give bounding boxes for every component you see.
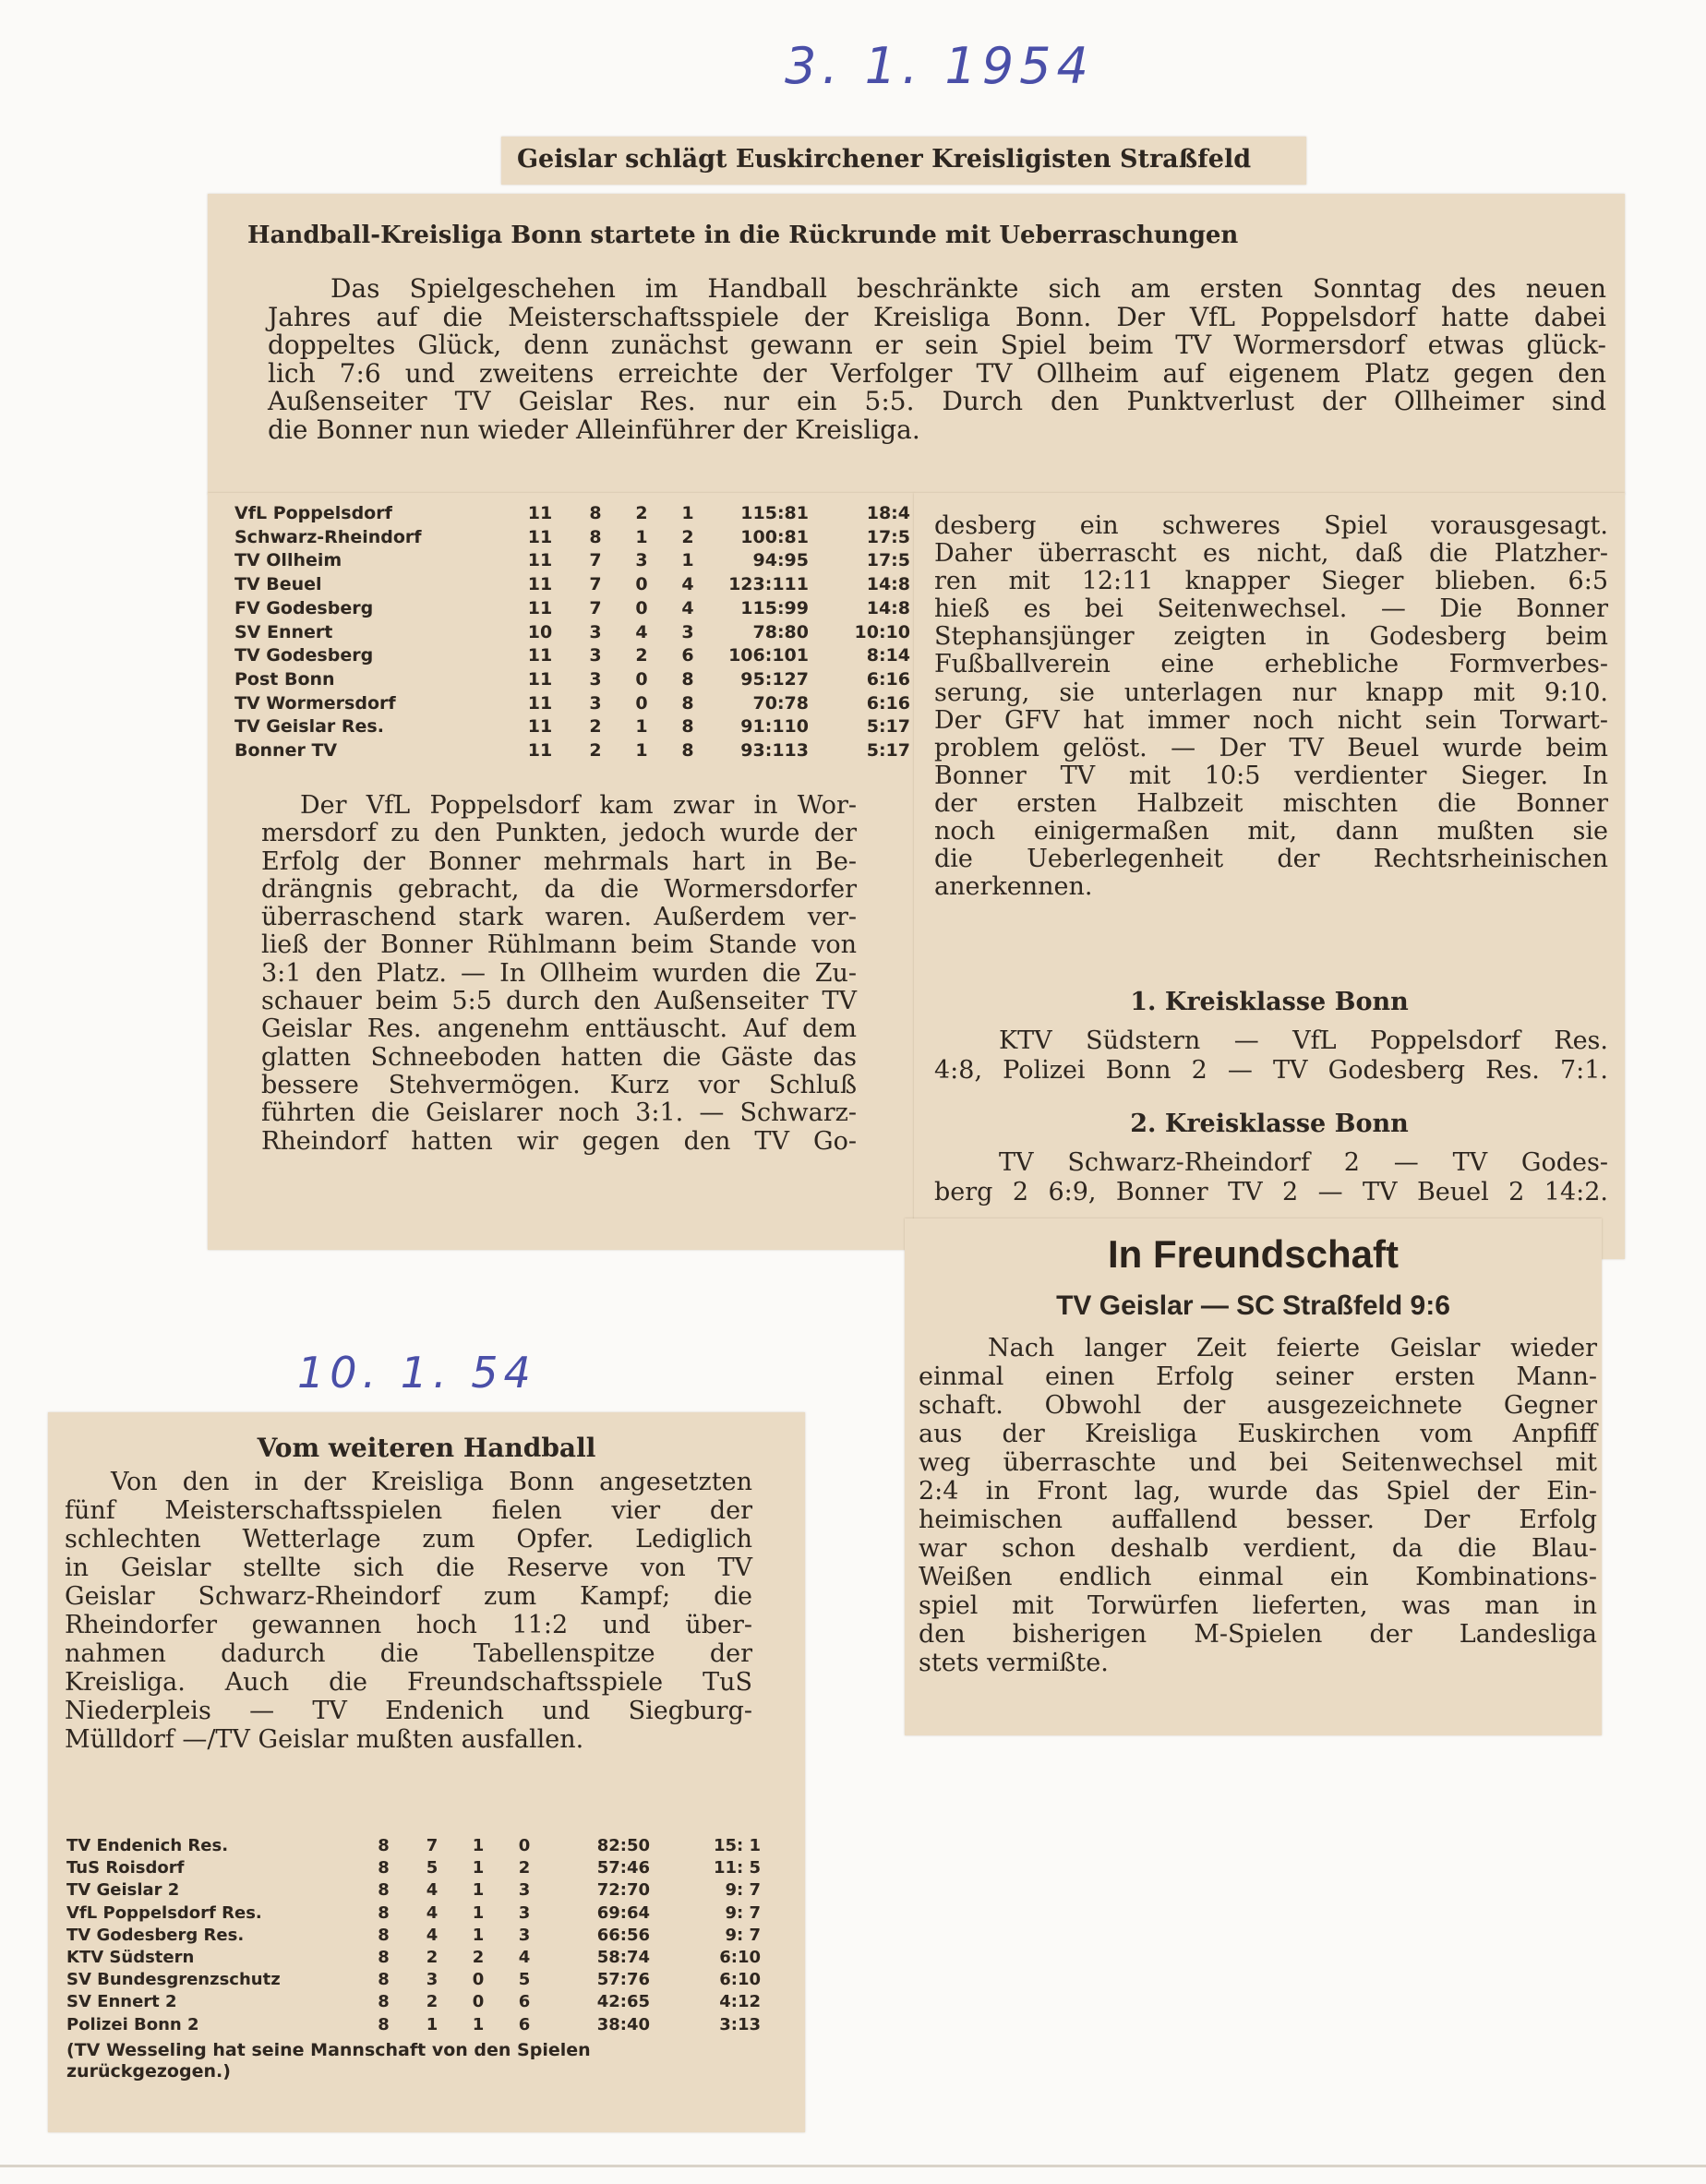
team-name-cell: Polizei Bonn 2 [66, 2014, 199, 2034]
text-line: schauer beim 5:5 durch den Außenseiter TV [261, 987, 857, 1016]
stat-cell: 3 [518, 1902, 531, 1923]
stat-cell: 93:113 [740, 740, 809, 762]
text-line: stets vermißte. [919, 1649, 1109, 1677]
text-line: bessere Stehvermögen. Kurz vor Schluß [261, 1070, 857, 1099]
stat-cell: 4 [518, 1948, 531, 1968]
stat-cell: 9: 7 [725, 1880, 761, 1901]
team-name-cell: TuS Roisdorf [66, 1858, 185, 1878]
stat-cell: 6 [681, 645, 694, 666]
text-line: Geislar Res. angenehm enttäuscht. Auf dem [261, 1014, 857, 1044]
stat-cell: 3 [518, 1925, 531, 1945]
text-line: Erfolg der Bonner mehrmals hart in Be- [261, 846, 857, 876]
text-line: die Ueberlegenheit der Rechtsrheinischen [934, 845, 1608, 874]
text-line: Der GFV hat immer noch nicht sein Torwart- [934, 705, 1608, 735]
stat-cell: 2 [518, 1858, 531, 1878]
kreisliga-standings-table [231, 502, 914, 763]
stat-cell: 0 [472, 1992, 485, 2012]
text-line: 3:1 den Platz. — In Ollheim wurden die Zu- [261, 958, 857, 988]
stat-cell: 106:101 [728, 645, 809, 666]
text-line: berg 2 6:9, Bonner TV 2 — TV Beuel 2 14:2. [934, 1178, 1608, 1206]
stat-cell: 8 [681, 716, 694, 738]
stat-cell: 0 [635, 692, 648, 714]
stat-cell: 17:5 [866, 550, 910, 571]
stat-cell: 9: 7 [725, 1902, 761, 1923]
text-line: Rheindorfer gewannen hoch 11:2 und über- [65, 1611, 752, 1639]
stat-cell: 3 [589, 692, 602, 714]
stat-cell: 6 [518, 1992, 531, 2012]
stat-cell: 2 [589, 716, 602, 738]
stat-cell: 8 [589, 503, 602, 523]
stat-cell: 115:81 [740, 503, 809, 523]
table-row [63, 1879, 764, 1902]
table-row [63, 1947, 764, 1969]
stat-cell: 10 [527, 621, 553, 642]
stat-cell: 69:64 [596, 1902, 650, 1923]
stat-cell: 8 [378, 2014, 390, 2034]
team-name-cell: TV Wormersdorf [234, 692, 396, 714]
text-line: Fußballverein eine erhebliche Formverbes- [934, 650, 1608, 679]
stat-cell: 2 [681, 526, 694, 547]
stat-cell: 1 [472, 1880, 485, 1901]
stat-cell: 0 [635, 574, 648, 595]
stat-cell: 11 [527, 740, 553, 762]
text-line: glatten Schneeboden hatten die Gäste das [261, 1042, 857, 1072]
table-row [231, 715, 914, 739]
stat-cell: 3:13 [719, 2014, 761, 2034]
team-name-cell: TV Endenich Res. [66, 1836, 229, 1855]
stat-cell: 7 [589, 574, 602, 595]
text-line: Geislar Schwarz-Rheindorf zum Kampf; die [65, 1582, 752, 1611]
stat-cell: 1 [426, 2014, 439, 2034]
text-line: serung, sie unterlagen nur knapp mit 9:10. [934, 678, 1608, 707]
stat-cell: 91:110 [740, 716, 809, 738]
team-name-cell: TV Ollheim [234, 550, 342, 571]
table-row [231, 597, 914, 621]
stat-cell: 7 [589, 597, 602, 618]
table-row [63, 1969, 764, 1991]
stat-cell: 2 [426, 1992, 439, 2012]
stat-cell: 8 [378, 1970, 390, 1990]
stat-cell: 7 [589, 550, 602, 571]
stat-cell: 1 [472, 1902, 485, 1923]
page-edge-divider [0, 2165, 1706, 2167]
stat-cell: 42:65 [596, 1992, 650, 2012]
team-name-cell: KTV Südstern [66, 1948, 195, 1968]
stat-cell: 11 [527, 526, 553, 547]
stat-cell: 14:8 [866, 574, 910, 595]
article1-intro [268, 275, 1606, 444]
stat-cell: 0 [635, 668, 648, 690]
text-line: lich 7:6 und zweitens erreichte der Verfolger TV Ollheim auf eigenem Platz gegen den [268, 357, 1606, 389]
stat-cell: 8 [378, 1880, 390, 1901]
stat-cell: 8 [589, 526, 602, 547]
text-line: Mülldorf —/TV Geislar mußten ausfallen. [65, 1725, 584, 1754]
team-name-cell: VfL Poppelsdorf Res. [66, 1902, 262, 1923]
text-line: hieß es bei Seitenwechsel. — Die Bonner [934, 594, 1608, 624]
text-line: Der VfL Poppelsdorf kam zwar in Wor- [300, 791, 857, 820]
text-line: weg überraschte und bei Seitenwechsel mit [919, 1448, 1597, 1477]
stat-cell: 8 [681, 692, 694, 714]
text-line: mersdorf zu den Punkten, jedoch wurde der [261, 819, 857, 848]
stat-cell: 6 [518, 2014, 531, 2034]
team-name-cell: SV Bundesgrenzschutz [66, 1970, 281, 1990]
article3-footnote [66, 2040, 768, 2082]
stat-cell: 11 [527, 503, 553, 523]
text-line: nahmen dadurch die Tabellenspitze der [65, 1639, 752, 1668]
stat-cell: 70:78 [752, 692, 809, 714]
stat-cell: 11: 5 [713, 1858, 761, 1878]
text-line: TV Schwarz-Rheindorf 2 — TV Godes- [999, 1148, 1608, 1177]
stat-cell: 0 [518, 1836, 531, 1855]
team-name-cell: Bonner TV [234, 740, 338, 762]
stat-cell: 8 [378, 1902, 390, 1923]
table-row [63, 1835, 764, 1857]
stat-cell: 2 [635, 503, 648, 523]
stat-cell: 82:50 [596, 1836, 650, 1855]
stat-cell: 94:95 [752, 550, 809, 571]
kreisklasse-standings-table [63, 1835, 764, 2036]
stat-cell: 18:4 [866, 503, 910, 523]
table-row [231, 502, 914, 526]
table-row [231, 573, 914, 597]
stat-cell: 11 [527, 645, 553, 666]
team-name-cell: SV Ennert [234, 621, 333, 642]
stat-cell: 8:14 [866, 645, 910, 666]
text-line: Kreisliga. Auch die Freundschaftsspiele TuS [65, 1668, 752, 1697]
team-name-cell: TV Geislar Res. [234, 716, 384, 738]
text-line: schaft. Obwohl der ausgezeichnete Gegner [919, 1391, 1597, 1420]
stat-cell: 8 [681, 740, 694, 762]
stat-cell: 4 [635, 621, 648, 642]
handwritten-date-left: 10. 1. 54 [297, 1348, 536, 1398]
stat-cell: 11 [527, 597, 553, 618]
handwritten-date-top: 3. 1. 1954 [785, 37, 1094, 95]
stat-cell: 6:16 [866, 692, 910, 714]
stat-cell: 8 [378, 1948, 390, 1968]
stat-cell: 1 [635, 716, 648, 738]
stat-cell: 2 [589, 740, 602, 762]
table-row [63, 1857, 764, 1879]
stat-cell: 11 [527, 692, 553, 714]
table-row [231, 644, 914, 668]
stat-cell: 115:99 [740, 597, 809, 618]
stat-cell: 57:46 [596, 1858, 650, 1878]
team-name-cell: TV Beuel [234, 574, 322, 595]
text-line: führten die Geislarer noch 3:1. — Schwarz- [261, 1098, 857, 1128]
text-line: Bonner TV mit 10:5 verdienter Sieger. In [934, 761, 1608, 790]
kreisklasse1-heading: 1. Kreisklasse Bonn [1130, 988, 1409, 1016]
stat-cell: 10:10 [854, 621, 910, 642]
text-line: noch einigermaßen mit, dann mußten sie [934, 817, 1608, 846]
stat-cell: 123:111 [728, 574, 809, 595]
text-line: anerkennen. [934, 872, 1093, 902]
team-name-cell: TV Godesberg Res. [66, 1925, 245, 1945]
text-line: den bisherigen M-Spielen der Landesliga [919, 1620, 1597, 1649]
stat-cell: 11 [527, 716, 553, 738]
text-line: schlechten Wetterlage zum Opfer. Lediglich [65, 1525, 752, 1554]
text-line: zurückgezogen.) [66, 2061, 231, 2082]
text-line: heimischen auffallend besser. Der Erfolg [919, 1506, 1597, 1534]
table-row [231, 668, 914, 692]
stat-cell: 66:56 [596, 1925, 650, 1945]
stat-cell: 3 [635, 550, 648, 571]
stat-cell: 72:70 [596, 1880, 650, 1901]
text-line: 2:4 in Front lag, wurde das Spiel der Ein- [919, 1477, 1597, 1506]
text-line: einmal einen Erfolg seiner ersten Mann- [919, 1362, 1597, 1391]
table-row [231, 621, 914, 645]
stat-cell: 1 [681, 550, 694, 571]
article1-right-column [934, 512, 1608, 901]
stat-cell: 3 [589, 645, 602, 666]
stat-cell: 8 [378, 1992, 390, 2012]
stat-cell: 6:16 [866, 668, 910, 690]
kreisklasse2-results [934, 1148, 1608, 1207]
stat-cell: 2 [472, 1948, 485, 1968]
stat-cell: 3 [589, 621, 602, 642]
stat-cell: 100:81 [740, 526, 809, 547]
text-line: in Geislar stellte sich die Reserve von TV [65, 1554, 752, 1582]
table-row [231, 549, 914, 573]
text-line: der ersten Halbzeit mischten die Bonner [934, 788, 1608, 818]
article3-body [65, 1468, 752, 1754]
text-line: KTV Südstern — VfL Poppelsdorf Res. [999, 1026, 1608, 1055]
text-line: ließ der Bonner Rühlmann beim Stande von [261, 930, 857, 960]
stat-cell: 9: 7 [725, 1925, 761, 1945]
text-line: desberg ein schweres Spiel vorausgesagt. [934, 511, 1608, 540]
stat-cell: 1 [681, 503, 694, 523]
table-row [63, 1902, 764, 1925]
kreisklasse1-results [934, 1026, 1608, 1086]
text-line: Daher überrascht es nicht, daß die Platzher- [934, 539, 1608, 569]
stat-cell: 58:74 [596, 1948, 650, 1968]
table-row [231, 526, 914, 550]
text-line: Außenseiter TV Geislar Res. nur ein 5:5. Durch den Punktverlust der Ollheimer sind [268, 386, 1606, 416]
stat-cell: 5:17 [866, 740, 910, 762]
text-line: Rheindorf hatten wir gegen den TV Go- [261, 1126, 857, 1156]
stat-cell: 57:76 [596, 1970, 650, 1990]
stat-cell: 4 [681, 574, 694, 595]
table-row [63, 1991, 764, 2013]
stat-cell: 1 [472, 1925, 485, 1945]
text-line: Jahres auf die Meisterschaftsspiele der Kreisliga Bonn. Der VfL Poppelsdorf hatte dabei [268, 301, 1606, 332]
article3-headline: Vom weiteren Handball [257, 1433, 596, 1463]
text-line: ren mit 12:11 knapper Sieger blieben. 6:5 [934, 567, 1608, 596]
text-line: drängnis gebracht, da die Wormersdorfer [261, 874, 857, 904]
stat-cell: 38:40 [596, 2014, 650, 2034]
stat-cell: 7 [426, 1836, 439, 1855]
stat-cell: 3 [589, 668, 602, 690]
stat-cell: 2 [426, 1948, 439, 1968]
stat-cell: 6:10 [719, 1948, 761, 1968]
stat-cell: 11 [527, 668, 553, 690]
stat-cell: 3 [681, 621, 694, 642]
article1-subheadline: Handball-Kreisliga Bonn startete in die Rückrunde mit Ueberraschungen [247, 222, 1239, 249]
stat-cell: 8 [378, 1858, 390, 1878]
stat-cell: 8 [378, 1925, 390, 1945]
stat-cell: 6:10 [719, 1970, 761, 1990]
text-line: die Bonner nun wieder Alleinführer der Kreisliga. [268, 414, 920, 445]
text-line: Nach langer Zeit feierte Geislar wieder [988, 1334, 1597, 1362]
text-line: spiel mit Torwürfen lieferten, was man in [919, 1591, 1597, 1620]
text-line: fünf Meisterschaftsspielen fielen vier der [65, 1496, 752, 1525]
stat-cell: 3 [426, 1970, 439, 1990]
stat-cell: 8 [378, 1836, 390, 1855]
stat-cell: 4 [426, 1902, 439, 1923]
text-line: (TV Wesseling hat seine Mannschaft von den Spielen [66, 2040, 591, 2060]
stat-cell: 2 [635, 645, 648, 666]
stat-cell: 0 [635, 597, 648, 618]
stat-cell: 1 [472, 1858, 485, 1878]
stat-cell: 14:8 [866, 597, 910, 618]
stat-cell: 8 [681, 668, 694, 690]
article2-subheadline: TV Geislar — SC Straßfeld 9:6 [1056, 1290, 1450, 1321]
stat-cell: 1 [635, 526, 648, 547]
article2-headline: In Freundschaft [1107, 1232, 1400, 1276]
text-line: Stephansjünger zeigten in Godesberg beim [934, 622, 1608, 652]
kreisklasse2-heading: 2. Kreisklasse Bonn [1130, 1110, 1409, 1138]
stat-cell: 5 [518, 1970, 531, 1990]
stat-cell: 15: 1 [713, 1836, 761, 1855]
text-line: überraschend stark waren. Außerdem ver- [261, 903, 857, 932]
table-row [231, 692, 914, 716]
table-row [231, 739, 914, 763]
stat-cell: 4 [681, 597, 694, 618]
table-row [63, 1925, 764, 1947]
team-name-cell: FV Godesberg [234, 597, 374, 618]
team-name-cell: SV Ennert 2 [66, 1992, 177, 2012]
stat-cell: 1 [635, 740, 648, 762]
stat-cell: 95:127 [740, 668, 809, 690]
text-line: doppeltes Glück, denn zunächst gewann er sein Spiel beim TV Wormersdorf etwas glück- [268, 330, 1606, 360]
text-line: Das Spielgeschehen im Handball beschränkte sich am ersten Sonntag des neuen [330, 273, 1606, 304]
stat-cell: 4 [426, 1880, 439, 1901]
text-line: 4:8, Polizei Bonn 2 — TV Godesberg Res. 7:1. [934, 1056, 1608, 1085]
text-line: Von den in der Kreisliga Bonn angesetzten [111, 1468, 752, 1496]
text-line: problem gelöst. — Der TV Beuel wurde beim [934, 733, 1608, 762]
stat-cell: 5:17 [866, 716, 910, 738]
headline-main: Geislar schlägt Euskirchener Kreisligisten Straßfeld [517, 145, 1252, 174]
stat-cell: 11 [527, 574, 553, 595]
team-name-cell: TV Godesberg [234, 645, 374, 666]
text-line: war schon deshalb verdient, da die Blau- [919, 1534, 1597, 1563]
text-line: aus der Kreisliga Euskirchen vom Anpfiff [919, 1420, 1597, 1448]
stat-cell: 17:5 [866, 526, 910, 547]
stat-cell: 1 [472, 2014, 485, 2034]
stat-cell: 78:80 [752, 621, 809, 642]
stat-cell: 4 [426, 1925, 439, 1945]
team-name-cell: Post Bonn [234, 668, 335, 690]
table-row [63, 2014, 764, 2036]
article1-left-column [261, 792, 857, 1156]
team-name-cell: TV Geislar 2 [66, 1880, 180, 1901]
article2-body [919, 1334, 1597, 1677]
stat-cell: 5 [426, 1858, 439, 1878]
team-name-cell: VfL Poppelsdorf [234, 503, 392, 523]
text-line: Weißen endlich einmal ein Kombinations- [919, 1563, 1597, 1591]
stat-cell: 11 [527, 550, 553, 571]
stat-cell: 1 [472, 1836, 485, 1855]
stat-cell: 3 [518, 1880, 531, 1901]
stat-cell: 4:12 [719, 1992, 761, 2012]
text-line: Niederpleis — TV Endenich und Siegburg- [65, 1697, 752, 1725]
stat-cell: 0 [472, 1970, 485, 1990]
team-name-cell: Schwarz-Rheindorf [234, 526, 422, 547]
